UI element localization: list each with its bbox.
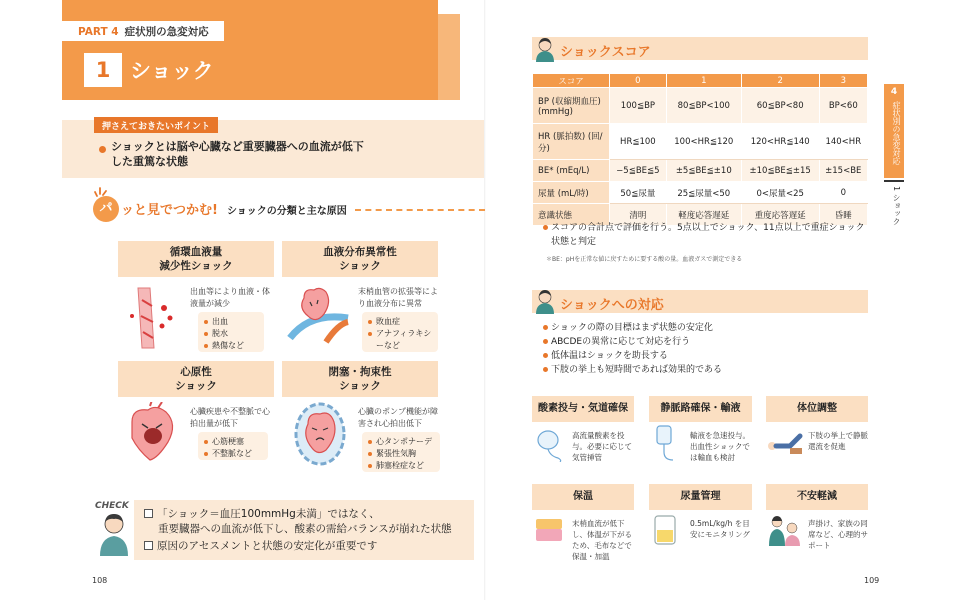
response-bullet: 低体温はショックを助長する [543,349,873,363]
oxygen-mask-icon [534,428,564,462]
table-row [533,160,868,182]
list-item: 心筋梗塞 [204,436,262,448]
part-title: 症状別の急変対応 [124,26,209,38]
card-desc-iv: 輸液を急速投与。出血性ショックでは輸血も検討 [690,431,750,462]
nurse-avatar-icon [96,512,132,556]
card-header-urine: 尿量管理 [649,484,752,510]
list-item: 熱傷など [204,340,258,352]
check-item: 原因のアセスメントと状態の安定化が重要です [144,539,377,554]
table-header: 2 [741,74,819,88]
list-item: 出血 [204,316,258,328]
part-tab [62,21,224,41]
part-label: PART 4 [78,26,119,38]
card-header-warming: 保温 [532,484,634,510]
table-row [533,182,868,204]
key-points-tag: 押さえておきたいポイント [94,117,218,133]
table-cell: 50≦尿量 [610,182,667,204]
score-note: スコアの合計点で評価を行う。5点以上でショック、11点以上で重症ショック状態と判定 [543,221,873,249]
glance-pa-circle: パ [93,196,119,222]
list-item: 敗血症 [368,316,432,328]
table-header: 1 [666,74,741,88]
bleeding-vessel-icon [124,286,182,350]
list-item: 脱水 [204,328,258,340]
table-cell: HR≦100 [610,124,667,160]
bullet-dot [99,146,106,153]
card-desc-anxiety: 声掛け、家族の同席など、心理的サポート [808,519,868,550]
side-tab-subtitle: 1 ショック [892,186,901,226]
side-tab-divider [884,180,904,182]
table-cell: ±15<BE [819,160,867,182]
iv-drip-icon [651,424,681,464]
chapter-number: 1 [84,53,122,87]
table-cell: 昏睡 [819,204,867,226]
side-tab-text: 症状別の急変対応 [892,101,901,165]
table-row [533,124,868,160]
page-number-left: 108 [92,576,108,585]
card-header-anxiety: 不安軽減 [766,484,868,510]
check-box [134,500,474,560]
category-desc-hypovolemic: 出血等により血液・体液量が減少 [190,287,270,308]
table-cell: 軽度応答遅延 [666,204,741,226]
checkbox-icon [144,541,153,550]
table-cell: ±5≦BE≦±10 [666,160,741,182]
table-cell: −5≦BE≦5 [610,160,667,182]
card-header-oxygen: 酸素投与・気道確保 [532,396,634,422]
urine-bag-icon [651,512,679,548]
heart-vessels-icon [286,284,352,348]
blanket-icon [534,515,566,545]
doctor-avatar-icon [534,36,556,62]
row-label: BP (収縮期血圧)(mmHg) [533,88,610,124]
category-desc-cardiogenic: 心臓疾患や不整脈で心拍出量が低下 [190,407,270,428]
table-header: 3 [819,74,867,88]
page-gutter [484,0,486,600]
key-points-text: ショックとは脳や心臓など重要臓器への血流が低下した重篤な状態 [111,140,364,168]
table-cell: ±10≦BE≦±15 [741,160,819,182]
dashed-divider [355,209,485,211]
response-bullet: ABCDEの異常に応じて対応を行う [543,335,873,349]
list-item: 心タンポナーデ [368,436,434,448]
row-label: HR (脈拍数) (回/分) [533,124,610,160]
list-item: 肺塞栓症など [368,460,434,472]
footnote: ＊BE：pHを正常な値に戻すために要する酸の量。血液ガスで測定できる [546,256,743,263]
row-label: 意識状態 [533,204,610,226]
table-header-row [533,74,868,88]
card-desc-warming: 末梢血流が低下し、体温が下がるため、毛布などで保温・加温 [572,519,632,561]
response-bullet: 下肢の挙上も短時間であれば効果的である [543,363,873,377]
side-tab-number: 4 [890,87,898,97]
table-cell: 清明 [610,204,667,226]
compressed-heart-icon [290,398,352,468]
caregiver-icon [766,512,802,548]
table-row [533,88,868,124]
leg-raise-icon [766,428,804,456]
table-cell: 140<HR [819,124,867,160]
table-cell: 100<HR≦120 [666,124,741,160]
checkbox-icon [144,509,153,518]
table-header: スコア [533,74,610,88]
check-tag: CHECK [95,501,129,511]
table-cell: 0<尿量<25 [741,182,819,204]
category-header-hypovolemic: 循環血液量 減少性ショック [118,241,274,277]
check-item-continued: 重要臓器への血流が低下し、酸素の需給バランスが崩れた状態 [158,523,452,535]
category-desc-obstructive: 心臓のポンプ機能が障害され心拍出低下 [358,407,438,428]
category-desc-distributive: 末梢血管の拡張等により血液分布に異常 [358,287,438,308]
response-bullet: ショックの際の目標はまず状態の安定化 [543,321,873,335]
category-header-distributive: 血液分布異常性 ショック [282,241,438,277]
card-header-iv: 静脈路確保・輸液 [649,396,752,422]
card-header-position: 体位調整 [766,396,868,422]
header-band-accent [438,14,460,100]
card-desc-position: 下肢の挙上で静脈還流を促進 [808,431,868,451]
category-list-hypovolemic [198,312,264,352]
card-desc-oxygen: 高流量酸素を投与。必要に応じて気管挿管 [572,431,632,462]
response-section-title: ショックへの対応 [560,298,664,313]
list-item: 緊張性気胸 [368,448,434,460]
table-cell: 25≦尿量<50 [666,182,741,204]
category-list-distributive [362,312,438,352]
score-section-title: ショックスコア [560,45,651,60]
table-cell: 60≦BP<80 [741,88,819,124]
list-item: アナフィラキシーなど [368,328,432,352]
table-cell: 重度応答遅延 [741,204,819,226]
table-header: 0 [610,74,667,88]
row-label: 尿量 (mL/時) [533,182,610,204]
table-cell: 0 [819,182,867,204]
category-list-obstructive [362,432,440,472]
card-desc-urine: 0.5mL/kg/h を目安にモニタリング [690,519,750,539]
glance-subtitle: ショックの分類と主な原因 [227,206,347,217]
doctor-avatar-icon [534,288,556,314]
crying-heart-icon [122,402,184,466]
list-item: 不整脈など [204,448,262,460]
chapter-title: ショック [130,59,214,83]
glance-title: ッと見でつかむ! [121,203,218,218]
table-cell: 100≦BP [610,88,667,124]
category-list-cardiogenic [198,432,268,460]
table-cell: BP<60 [819,88,867,124]
table-cell: 80≦BP<100 [666,88,741,124]
category-header-obstructive: 閉塞・拘束性 ショック [282,361,438,397]
check-item: 「ショック＝血圧100mmHg未満」ではなく、 [144,507,380,522]
table-cell: 120<HR≦140 [741,124,819,160]
category-header-cardiogenic: 心原性 ショック [118,361,274,397]
shock-score-table [532,73,868,226]
row-label: BE* (mEq/L) [533,160,610,182]
page-number-right: 109 [864,576,880,585]
